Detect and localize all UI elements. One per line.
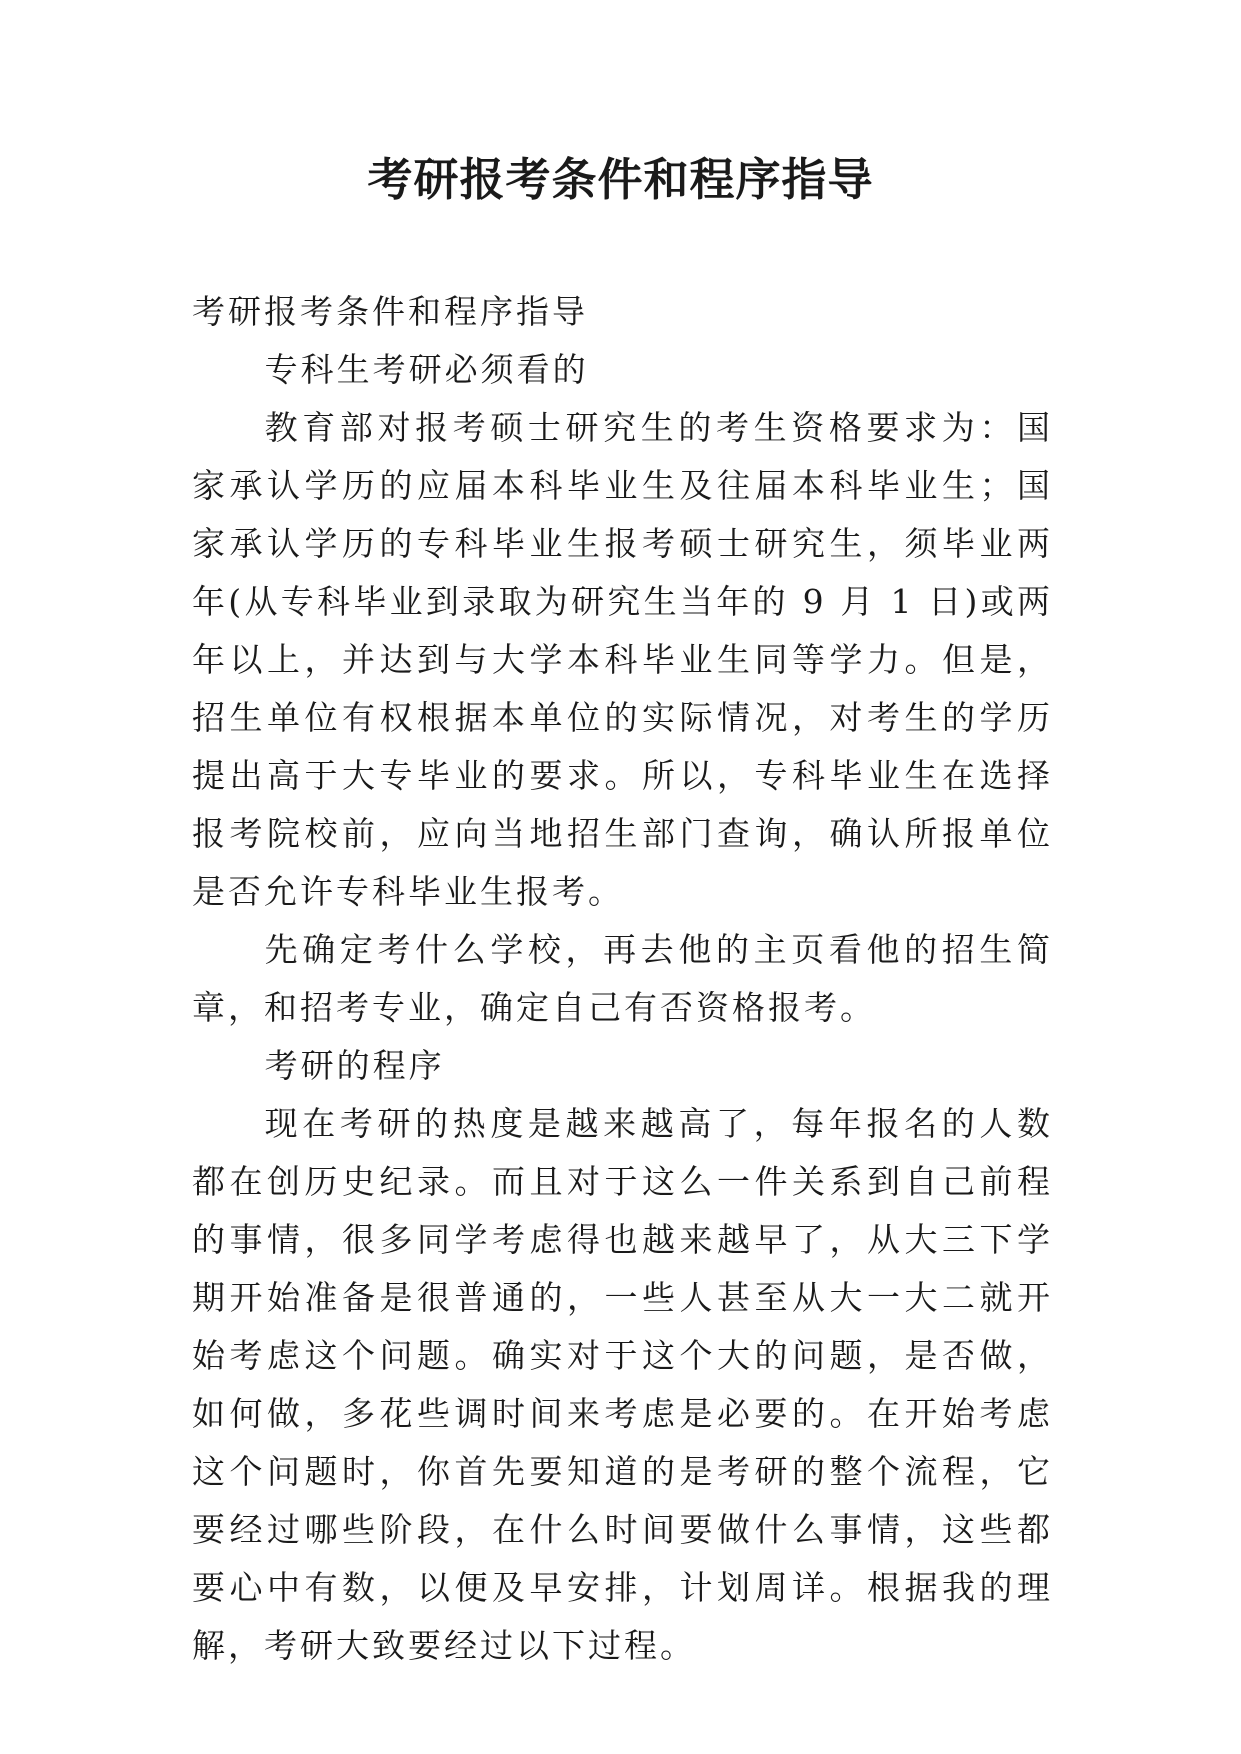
procedure-intro-paragraph: 现在考研的热度是越来越高了，每年报名的人数都在创历史纪录。而且对于这么一件关系到自己前程的事情，很多同学考虑得也越来越早了，从大三下学期开始准备是很普通的，一些人甚至从大一大二就开始考虑这个问题。确实对于这个大的问题，是否做，如何做，多花些调时间来考虑是必要的。在开始考虑这个问题时，你首先要知道的是考研的整个流程，它要经过哪些阶段，在什么时间要做什么事情，这些都要心中有数，以便及早安排，计划周详。根据我的理解，考研大致要经过以下过程。 <box>192 1104 1053 1665</box>
eligibility-paragraph: 教育部对报考硕士研究生的考生资格要求为：国家承认学历的应届本科毕业生及往届本科毕业生；国家承认学历的专科毕业生报考硕士研究生，须毕业两年(从专科毕业到录取为研究生当年的 9 月 1 日)或两年以上，并达到与大学本科毕业生同等学力。但是，招生单位有权根据本单位的实际情况，对考生的学历提出高于大专毕业的要求。所以，专科毕业生在选择报考院校前，应向当地招生部门查询，确认所报单位是否允许专科毕业生报考。 <box>192 408 1053 911</box>
section-heading-junior-college: 专科生考研必须看的 <box>264 350 589 389</box>
subtitle-paragraph: 考研报考条件和程序指导 <box>192 292 588 331</box>
section-heading-procedure: 考研的程序 <box>264 1046 445 1085</box>
document-title: 考研报考条件和程序指导 <box>367 153 874 206</box>
school-choice-paragraph: 先确定考什么学校，再去他的主页看他的招生简章，和招考专业，确定自己有否资格报考。 <box>192 930 1053 1027</box>
document-body <box>192 283 1053 1675</box>
